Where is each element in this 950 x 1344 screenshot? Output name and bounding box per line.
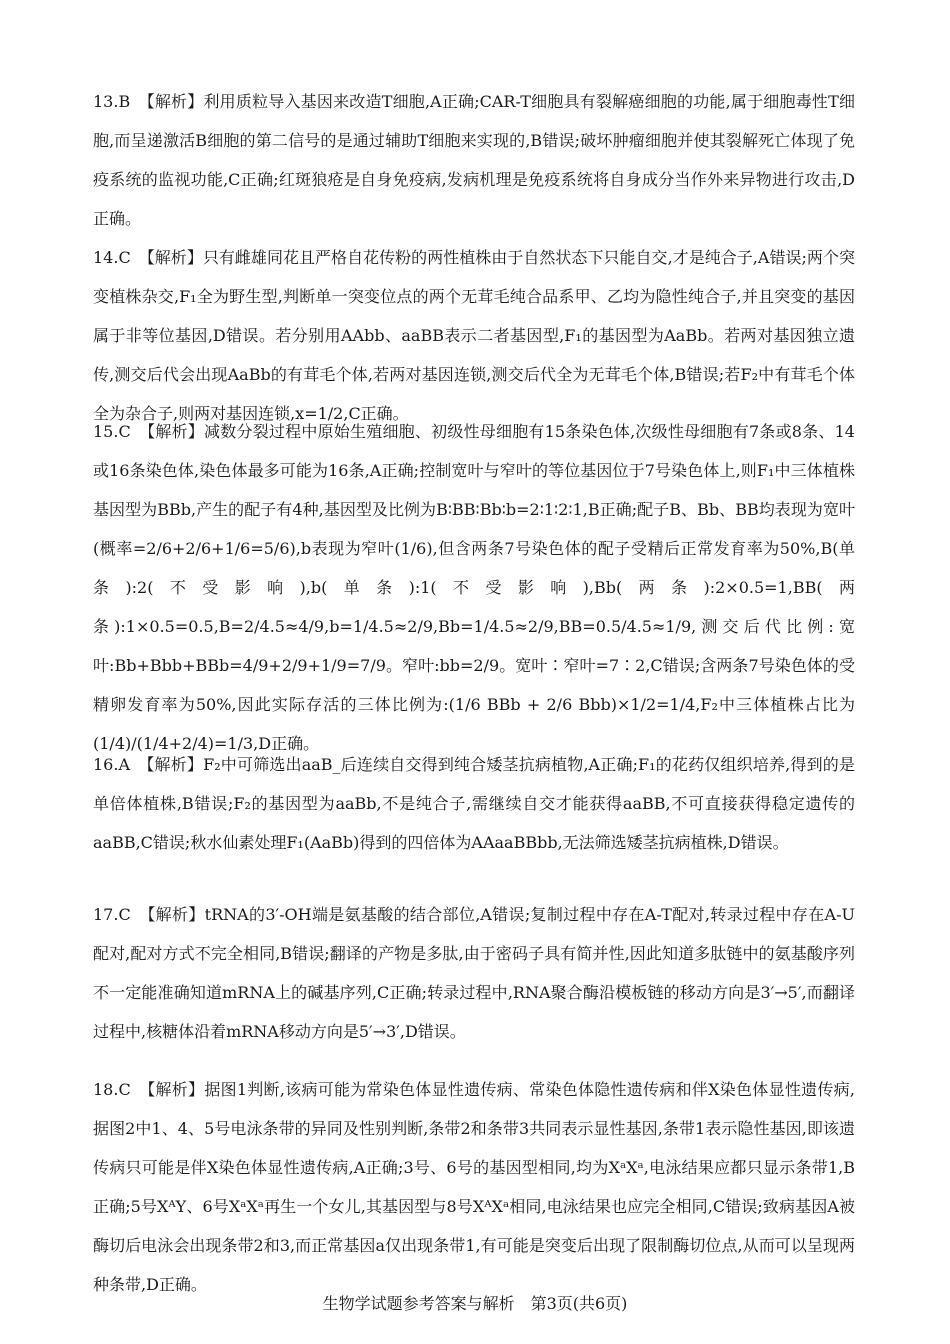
page-footer: 生物学试题参考答案与解析 第3页(共6页) bbox=[322, 1294, 628, 1313]
analysis-text: tRNA的3′-OH端是氨基酸的结合部位,A错误;复制过程中存在A-T配对,转录过程中存在A-U配对,配对方式不完全相同,B错误;翻译的产物是多肽,由于密码子具有简并性,因此知道多肽链中的氨基酸序列不一定能准确知道mRNA上的碱基序列,C正确;转录过程中,RNA聚合酶沿模板链的移动方向是3′→5′,而翻译过程中,核糖体沿着mRNA移动方向是5′→3′,D错误。 bbox=[93, 905, 855, 1041]
analysis-text: 据图1判断,该病可能为常染色体显性遗传病、常染色体隐性遗传病和伴X染色体显性遗传病,据图2中1、4、5号电泳条带的异同及性别判断,条带2和条带3共同表示显性基因,条带1表示隐性基因,即该遗传病只可能是伴X染色体显性遗传病,A正确;3号、6号的基因型相同,均为XᵃXᵃ,电泳结果应都只显示条带1,B正确;5号XᴬY、6号XᵃXᵃ再生一个女儿,其基因型与8号XᴬXᵃ相同,电泳结果也应完全相同,C错误;致病基因A被酶切后电泳会出现条带2和3,而正常基因a仅出现条带1,有可能是突变后出现了限制酶切位点,从而可以呈现两种条带,D正确。 bbox=[93, 1080, 855, 1294]
analysis-text: F₂中可筛选出aaB_后连续自交得到纯合矮茎抗病植物,A正确;F₁的花药仅组织培养,得到的是单倍体植株,B错误;F₂的基因型为aaBb,不是纯合子,需继续自交才能获得aaBB,不可直接获得稳定遗传的aaBB,C错误;秋水仙素处理F₁(AaBb)得到的四倍体为AAaaBBbb,无法筛选矮茎抗病植株,D错误。 bbox=[93, 755, 855, 852]
question-14 bbox=[93, 238, 855, 433]
analysis-label: 【解析】 bbox=[147, 905, 205, 924]
analysis-label: 【解析】 bbox=[147, 422, 205, 441]
analysis-text: 利用质粒导入基因来改造T细胞,A正确;CAR-T细胞具有裂解癌细胞的功能,属于细胞毒性T细胞,而呈递激活B细胞的第二信号的是通过辅助T细胞来实现的,B错误;破坏肿瘤细胞并使其裂解死亡体现了免疫系统的监视功能,C正确;红斑狼疮是自身免疫病,发病机理是免疫系统将自身成分当作外来异物进行攻击,D正确。 bbox=[93, 92, 855, 228]
analysis-label: 【解析】 bbox=[146, 248, 203, 267]
question-number: 18.C bbox=[93, 1080, 131, 1099]
question-number: 16.A bbox=[93, 755, 130, 774]
question-number: 15.C bbox=[93, 422, 131, 441]
question-number: 13.B bbox=[93, 92, 131, 111]
question-15 bbox=[93, 412, 855, 763]
analysis-label: 【解析】 bbox=[147, 1080, 205, 1099]
question-13 bbox=[93, 82, 855, 238]
question-17 bbox=[93, 895, 855, 1051]
question-number: 14.C bbox=[93, 248, 131, 267]
question-number: 17.C bbox=[93, 905, 131, 924]
analysis-label: 【解析】 bbox=[146, 755, 204, 774]
analysis-text: 减数分裂过程中原始生殖细胞、初级性母细胞有15条染色体,次级性母细胞有7条或8条、14或16条染色体,染色体最多可能为16条,A正确;控制宽叶与窄叶的等位基因位于7号染色体上,则F₁中三体植株基因型为BBb,产生的配子有4种,基因型及比例为B∶BB∶Bb∶b=2∶1∶2∶1,B正确;配子B、Bb、BB均表现为宽叶(概率=2/6+2/6+1/6=5/6),b表现为窄叶(1/6),但含两条7号染色体的配子受精后正常发育率为50%,B(单条):2(不受影响),b(单条):1(不受影响),Bb(两条):2×0.5=1,BB(两条):1×0.5=0.5,B=2/4.5≈4/9,b=1/4.5≈2/9,Bb=1/4.5≈2/9,BB=0.5/4.5≈1/9,测交后代比例:宽叶:Bb+Bbb+BBb=4/9+2/9+1/9=7/9。窄叶:bb=2/9。宽叶∶窄叶=7∶2,C错误;含两条7号染色体的受精卵发育率为50%,因此实际存活的三体比例为:(1/6 BBb + 2/6 Bbb)×1/2=1/4,F₂中三体植株占比为(1/4)/(1/4+2/4)=1/3,D正确。 bbox=[93, 422, 855, 753]
analysis-label: 【解析】 bbox=[146, 92, 204, 111]
question-16 bbox=[93, 745, 855, 862]
question-18 bbox=[93, 1070, 855, 1304]
analysis-text: 只有雌雄同花且严格自花传粉的两性植株由于自然状态下只能自交,才是纯合子,A错误;两个突变植株杂交,F₁全为野生型,判断单一突变位点的两个无茸毛纯合品系甲、乙均为隐性纯合子,并且突变的基因属于非等位基因,D错误。若分别用AAbb、aaBB表示二者基因型,F₁的基因型为AaBb。若两对基因独立遗传,测交后代会出现AaBb的有茸毛个体,若两对基因连锁,测交后代全为无茸毛个体,B错误;若F₂中有茸毛个体全为杂合子,则两对基因连锁,x=1/2,C正确。 bbox=[93, 248, 855, 423]
